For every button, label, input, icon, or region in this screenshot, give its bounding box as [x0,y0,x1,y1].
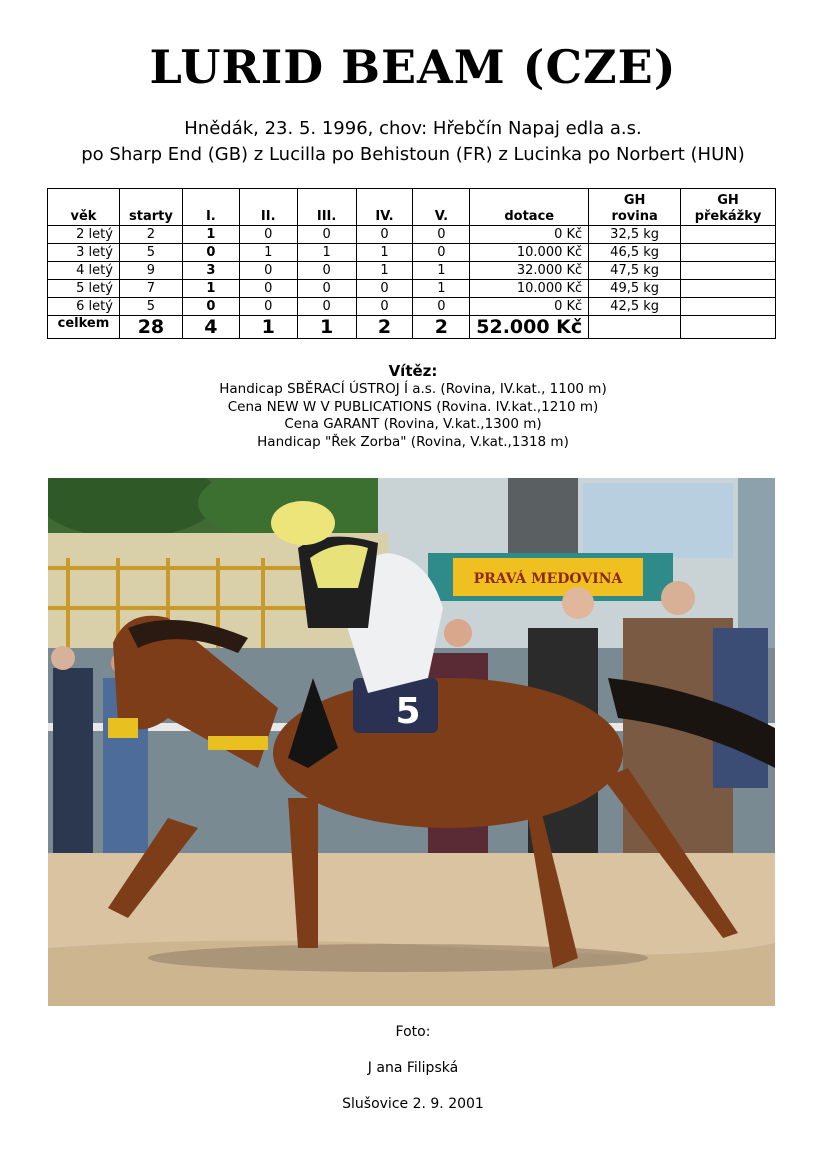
winner-race: Handicap "Řek Zorba" (Rovina, V.kat.,1318 m) [257,433,569,450]
gh-flat-cell: 42,5 kg [589,298,681,316]
total-third: 1 [297,316,356,339]
third-place-cell: 0 [297,262,356,280]
fourth-place-cell: 1 [356,244,413,262]
fifth-place-cell: 1 [413,262,470,280]
gh-flat-cell: 49,5 kg [589,280,681,298]
table-total-row [48,316,776,339]
col-third: III. [297,189,356,226]
col-starts: starty [119,189,182,226]
age-cell: 6 letý [48,298,120,316]
racehorse-photo [48,478,775,1006]
total-label: celkem [48,316,120,339]
third-place-cell: 0 [297,226,356,244]
total-fourth: 2 [356,316,413,339]
photographer-name: J ana Filipská [367,1060,459,1076]
prize-money-cell: 0 Kč [470,298,589,316]
total-first: 4 [182,316,239,339]
advert-banner-text: PRAVÁ MEDOVINA [473,571,623,587]
gh-jumps-cell [681,262,776,280]
starts-cell: 5 [119,244,182,262]
col-prize-money: dotace [470,189,589,226]
winner-heading: Vítěz: [388,362,438,380]
col-fifth: V. [413,189,470,226]
photo-place-date: Slušovice 2. 9. 2001 [342,1096,484,1112]
second-place-cell: 0 [239,262,297,280]
fifth-place-cell: 1 [413,280,470,298]
table-row [48,298,776,316]
total-starts: 28 [119,316,182,339]
horse-details: Hnědák, 23. 5. 1996, chov: Hřebčín Napaj edla a.s. [184,118,642,139]
age-cell: 4 letý [48,262,120,280]
age-cell: 2 letý [48,226,120,244]
fifth-place-cell: 0 [413,244,470,262]
winner-race: Handicap SBĚRACÍ ÚSTROJ Í a.s. (Rovina, IV.kat., 1100 m) [219,381,607,397]
gh-flat-cell: 47,5 kg [589,262,681,280]
winner-race: Cena NEW W V PUBLICATIONS (Rovina. IV.kat.,1210 m) [227,398,599,415]
fourth-place-cell: 0 [356,298,413,316]
winner-race: Cena GARANT (Rovina, V.kat.,1300 m) [284,416,542,432]
age-cell: 3 letý [48,244,120,262]
total-second: 1 [239,316,297,339]
racehorse-photo-illustration [48,478,775,1006]
fifth-place-cell: 0 [413,298,470,316]
col-age: věk [48,189,120,226]
gh-jumps-cell [681,244,776,262]
starts-cell: 2 [119,226,182,244]
third-place-cell: 0 [297,298,356,316]
third-place-cell: 0 [297,280,356,298]
col-fourth: IV. [356,189,413,226]
col-gh-flat: GH rovina [589,189,681,226]
second-place-cell: 0 [239,298,297,316]
prize-money-cell: 0 Kč [470,226,589,244]
fourth-place-cell: 0 [356,226,413,244]
first-place-cell: 0 [182,298,239,316]
second-place-cell: 0 [239,226,297,244]
horse-name-title: LURID BEAM (CZE) [149,40,677,94]
first-place-cell: 3 [182,262,239,280]
table-header-row [48,189,776,226]
table-row [48,244,776,262]
col-second: II. [239,189,297,226]
gh-jumps-cell [681,298,776,316]
starts-cell: 5 [119,298,182,316]
first-place-cell: 1 [182,226,239,244]
gh-flat-cell: 46,5 kg [589,244,681,262]
age-cell: 5 letý [48,280,120,298]
gh-jumps-cell [681,226,776,244]
fifth-place-cell: 0 [413,226,470,244]
second-place-cell: 0 [239,280,297,298]
prize-money-cell: 32.000 Kč [470,262,589,280]
starts-cell: 7 [119,280,182,298]
saddle-number: 5 [395,691,421,732]
fourth-place-cell: 0 [356,280,413,298]
race-statistics-table [47,188,776,339]
gh-flat-cell: 32,5 kg [589,226,681,244]
horse-pedigree: po Sharp End (GB) z Lucilla po Behistoun (FR) z Lucinka po Norbert (HUN) [81,144,745,165]
fourth-place-cell: 1 [356,262,413,280]
first-place-cell: 0 [182,244,239,262]
table-row [48,280,776,298]
photo-credit-label: Foto: [395,1024,431,1040]
gh-jumps-cell [681,280,776,298]
col-gh-jumps: GH překážky [681,189,776,226]
total-gh-jumps [681,316,776,339]
prize-money-cell: 10.000 Kč [470,244,589,262]
col-first: I. [182,189,239,226]
second-place-cell: 1 [239,244,297,262]
third-place-cell: 1 [297,244,356,262]
table-row [48,262,776,280]
prize-money-cell: 10.000 Kč [470,280,589,298]
table-row [48,226,776,244]
first-place-cell: 1 [182,280,239,298]
total-gh-flat [589,316,681,339]
starts-cell: 9 [119,262,182,280]
total-fifth: 2 [413,316,470,339]
winner-section [0,362,826,451]
total-money: 52.000 Kč [470,316,589,339]
